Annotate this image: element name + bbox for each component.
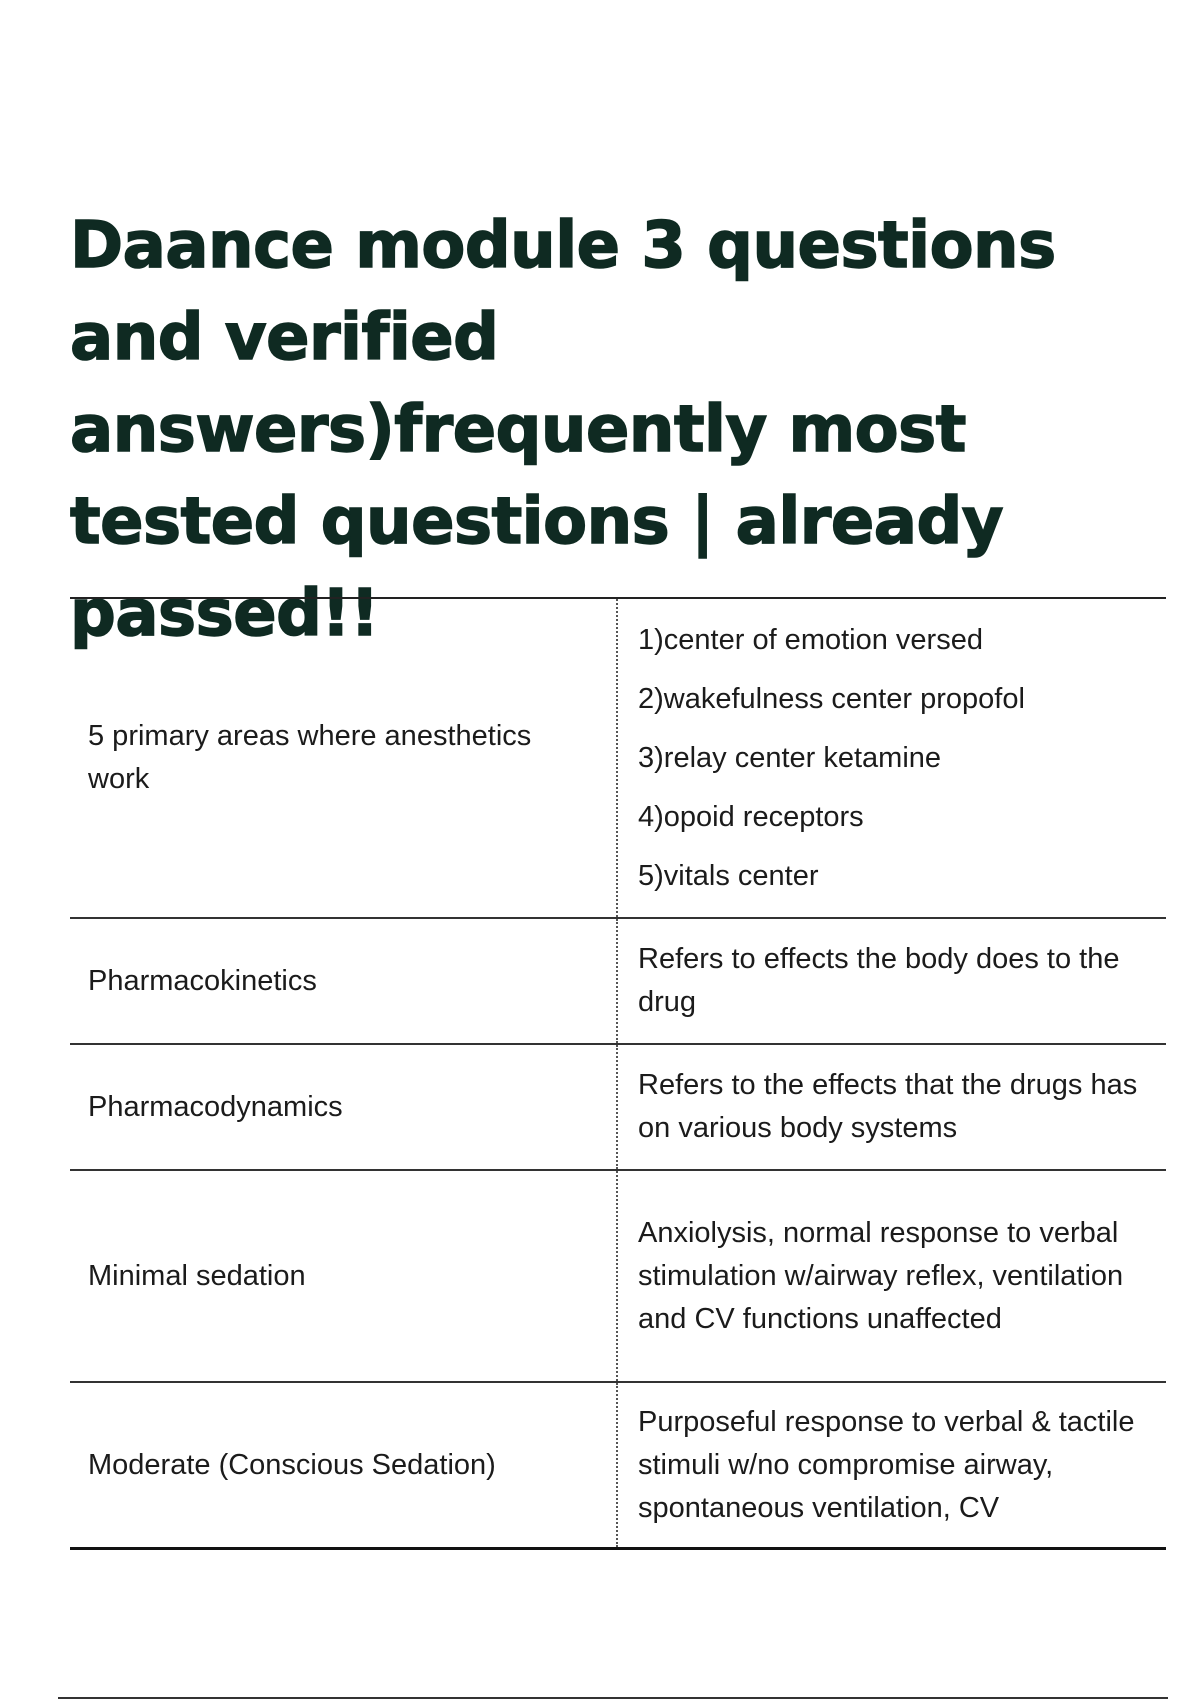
- definition-list-item: 5)vitals center: [638, 859, 819, 892]
- definition-list-item: 2)wakefulness center propofol: [638, 682, 1025, 715]
- definition-cell: Anxiolysis, normal response to verbal stimulation w/airway reflex, ventilation and CV functions unaffected: [638, 1216, 1124, 1335]
- table-row: [70, 1383, 1166, 1547]
- definition-list-item: 4)opoid receptors: [638, 800, 864, 833]
- term-cell: Moderate (Conscious Sedation): [70, 1383, 618, 1547]
- definition-cell: Refers to effects the body does to the drug: [638, 943, 1120, 1018]
- term-cell: Minimal sedation: [70, 1171, 618, 1381]
- table-row: [70, 599, 1166, 919]
- definition-cell: Purposeful response to verbal & tactile stimuli w/no compromise airway, spontaneous ventilation, CV: [638, 1405, 1135, 1524]
- qa-table: [70, 597, 1166, 1550]
- term-cell: Pharmacokinetics: [70, 919, 618, 1043]
- definition-list-item: 1)center of emotion versed: [638, 623, 983, 656]
- document-title: Daance module 3 questions and verified answers)frequently most tested questions | already passed!!: [70, 209, 1056, 651]
- definition-list-item: 3)relay center ketamine: [638, 741, 942, 774]
- definition-cell: Refers to the effects that the drugs has on various body systems: [638, 1069, 1138, 1144]
- term-cell: 5 primary areas where anesthetics work: [70, 599, 618, 917]
- footer-divider: [58, 1697, 1168, 1699]
- table-row: [70, 919, 1166, 1045]
- table-row: [70, 1171, 1166, 1383]
- definition-cell: [618, 599, 1166, 917]
- table-row: [70, 1045, 1166, 1171]
- term-cell: Pharmacodynamics: [70, 1045, 618, 1169]
